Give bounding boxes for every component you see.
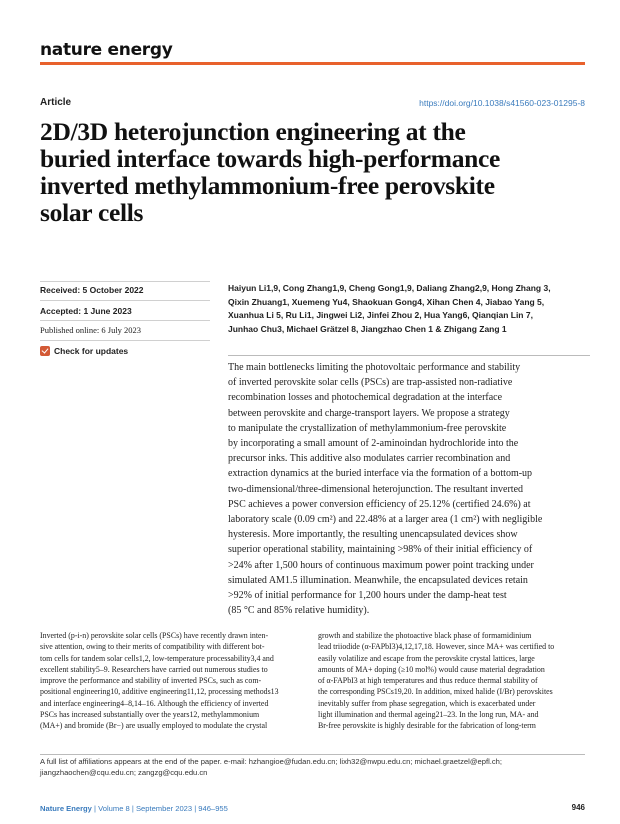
accepted-label: Accepted:: [40, 306, 82, 316]
body-line: (MA+) and bromide (Br−) are usually employed to modulate the crystal: [40, 721, 268, 731]
body-line: improve the performance and stability of inverted PSCs, such as com-: [40, 676, 262, 686]
divider: [228, 355, 590, 356]
footer-journal: Nature Energy: [40, 804, 92, 813]
abstract-line: by incorporating a small amount of 2-aminoindan hydrochloride into the: [228, 438, 519, 450]
title-line: buried interface towards high-performance: [40, 144, 501, 173]
check-updates-icon: [40, 346, 50, 356]
body-line: excellent stability5–9. Researchers have carried out numerous studies to: [40, 664, 268, 674]
body-line: easily volatilize and escape from the perovskite crystal lattices, large: [318, 653, 535, 663]
journal-accent-bar: [40, 62, 585, 65]
author-line: Qixin Zhuang1, Xuemeng Yu4, Shaokuan Gong4, Xihan Chen 4, Jiabao Yang 5,: [228, 296, 545, 307]
body-line: inevitably suffer from phase segregation, which is exacerbated under: [318, 698, 536, 708]
body-line: of α-FAPbI3 at high temperatures and thus reduce thermal stability of: [318, 676, 538, 686]
body-column-left: [40, 630, 310, 732]
received-value: 5 October 2022: [82, 285, 144, 295]
author-list: [228, 282, 590, 336]
abstract-line: >92% of initial performance for 1,200 hours under the damp-heat test: [228, 590, 507, 602]
abstract-line: superior operational stability, maintaining >98% of their initial efficiency of: [228, 544, 533, 556]
published-date: Published online: 6 July 2023: [40, 325, 142, 335]
title-line: 2D/3D heterojunction engineering at the: [40, 117, 466, 146]
doi-link[interactable]: https://doi.org/10.1038/s41560-023-01295-8: [419, 98, 585, 108]
footer-details: | Volume 8 | September 2023 | 946–955: [91, 804, 228, 813]
divider: [40, 300, 210, 301]
body-line: and interface engineering4–8,14–16. Although the efficiency of inverted: [40, 698, 269, 708]
body-line: sive attention, owing to their merits of compatibility with different bot-: [40, 642, 265, 652]
abstract: [228, 360, 590, 618]
abstract-line: laboratory scale (0.09 cm²) and 22.48% at a larger area (1 cm²) with negligible: [228, 514, 543, 526]
title-line: inverted methylammonium-free perovskite: [40, 171, 495, 200]
abstract-line: (85 °C and 85% relative humidity).: [228, 605, 370, 617]
abstract-line: PSC achieves a power conversion efficiency of 25.12% (certified 24.6%) at: [228, 498, 531, 510]
divider: [40, 340, 210, 341]
author-line: Junhao Chu3, Michael Grätzel 8, Jiangzhao Chen 1 & Zhigang Zang 1: [228, 323, 507, 334]
abstract-line: two-dimensional/three-dimensional heterojunction. The resultant inverted: [228, 483, 524, 495]
divider: [40, 281, 210, 282]
affiliation-footnote: [40, 757, 585, 778]
check-updates-link[interactable]: [40, 346, 128, 356]
received-date: [40, 285, 144, 295]
accepted-date: [40, 306, 132, 316]
body-line: amounts of MA+ doping (≥10 mol%) would cause material degradation: [318, 664, 545, 674]
abstract-line: >24% after 1,500 hours of continuous maximum power point tracking under: [228, 559, 534, 571]
journal-name: nature energy: [40, 40, 173, 60]
abstract-line: precursor inks. This additive also modulates carrier recombination and: [228, 453, 511, 465]
page-footer: [40, 804, 228, 813]
body-line: Br-free perovskite is highly desirable for the fabrication of long-term: [318, 721, 536, 731]
body-line: Inverted (p-i-n) perovskite solar cells (PSCs) have recently drawn inten-: [40, 631, 269, 640]
body-line: lead triiodide (α-FAPbI3)4,12,17,18. However, since MA+ was certified to: [318, 642, 555, 652]
abstract-line: The main bottlenecks limiting the photovoltaic performance and stability: [228, 362, 521, 373]
body-column-right: [318, 630, 588, 732]
body-line: positional engineering10, additive engineering11,12, processing methods13: [40, 687, 279, 697]
body-line: growth and stabilize the photoactive black phase of formamidinium: [318, 631, 532, 640]
abstract-line: hysteresis. More importantly, the resulting unencapsulated devices show: [228, 529, 518, 541]
accepted-value: 1 June 2023: [83, 306, 132, 316]
abstract-line: extraction dynamics at the buried interface via the formation of a bottom-up: [228, 468, 533, 480]
abstract-line: between perovskite and charge-transport layers. We propose a strategy: [228, 407, 510, 419]
body-line: the corresponding PSCs19,20. In addition, mixed halide (I/Br) perovskites: [318, 687, 553, 697]
author-line: Haiyun Li1,9, Cong Zhang1,9, Cheng Gong1,9, Daliang Zhang2,9, Hong Zhang 3,: [228, 283, 551, 293]
abstract-line: simulated AM1.5 illumination. Meanwhile, the encapsulated devices retain: [228, 574, 528, 586]
body-line: PSCs has increased substantially over the years12, methylammonium: [40, 710, 260, 720]
body-line: light illumination and thermal ageing21–23. In the long run, MA- and: [318, 710, 539, 720]
received-label: Received:: [40, 285, 81, 295]
footnote-line: jiangzhaochen@cqu.edu.cn; zangzg@cqu.edu.cn: [40, 767, 208, 777]
page-number: 946: [571, 803, 585, 812]
abstract-line: recombination losses and photochemical degradation at the interface: [228, 392, 503, 404]
abstract-line: of inverted perovskite solar cells (PSCs) are trap-assisted non-radiative: [228, 377, 513, 389]
abstract-line: to manipulate the crystallization of methylammonium-free perovskite: [228, 422, 507, 434]
divider: [40, 754, 585, 755]
footnote-line: A full list of affiliations appears at the end of the paper. e-mail: hzhangioe@fudan.edu.cn; lixh32@nwpu.edu.cn; michael.graetzel@epfl.ch;: [40, 757, 503, 766]
article-title: [40, 118, 585, 226]
author-line: Xuanhua Li 5, Ru Li1, Jingwei Li2, Jinfei Zhou 2, Hua Yang6, Qianqian Lin 7,: [228, 310, 533, 321]
title-line: solar cells: [40, 198, 144, 227]
body-line: tom cells for tandem solar cells1,2, low-temperature processability3,4 and: [40, 653, 274, 663]
check-updates-label: Check for updates: [54, 346, 129, 356]
article-type-label: Article: [40, 97, 72, 108]
divider: [40, 320, 210, 321]
